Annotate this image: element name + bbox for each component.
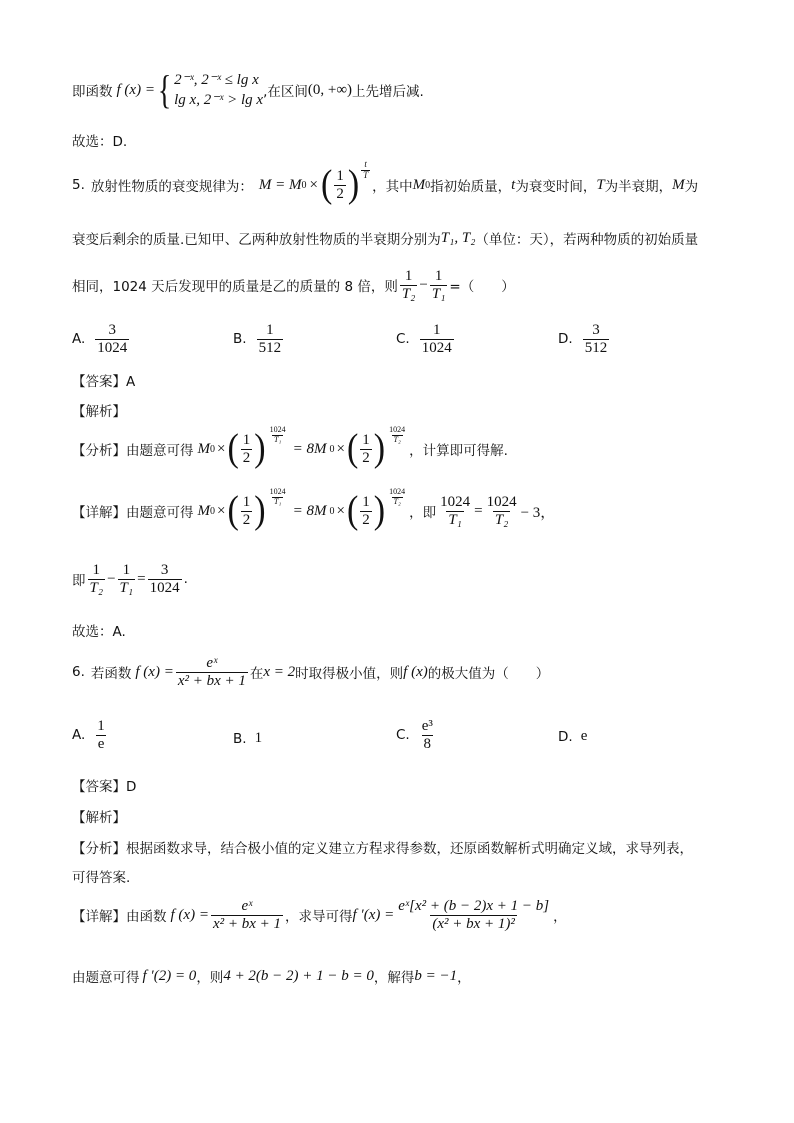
fraction (485, 494, 519, 528)
jiexi-tag: 【解析】 (72, 810, 126, 826)
exponent (268, 426, 288, 445)
num: 3 (108, 322, 117, 338)
text: ，则 (196, 970, 224, 986)
fraction (118, 562, 136, 596)
num: 1 (242, 494, 251, 510)
den: 512 (584, 339, 608, 356)
text: ， (457, 970, 471, 986)
num: 1 (242, 432, 251, 448)
choice-value: e (580, 728, 588, 744)
text: ，即 (409, 505, 437, 521)
choice-b (233, 322, 285, 356)
answer-value: A (126, 374, 136, 390)
den: T₁ (448, 511, 462, 528)
q5-conclusion (72, 562, 188, 596)
fraction (430, 268, 448, 302)
math-eq: = 8M (292, 502, 327, 519)
fraction (400, 268, 418, 302)
equals: = (137, 570, 146, 587)
fraction (420, 322, 454, 356)
num: 1 (336, 168, 344, 184)
exponent (268, 488, 288, 507)
question-number: 5. (72, 177, 85, 193)
math-fx: f (x) = (116, 81, 155, 98)
case-1: 2⁻ˣ, 2⁻ˣ ≤ lg x (174, 72, 259, 88)
num: 1024 (440, 494, 471, 510)
text: 为衰变时间， (515, 179, 597, 195)
answer-value: D (126, 779, 137, 795)
math-interval: (0, +∞) (307, 81, 353, 98)
text: ，其中 (372, 179, 413, 195)
text: 由函数 (126, 909, 167, 925)
num: eˣ (241, 898, 253, 914)
case-2: lg x, 2⁻ˣ > lg x (174, 92, 264, 108)
den: T₂ (393, 496, 401, 506)
minus: − (107, 570, 116, 587)
num: 1 (97, 718, 105, 734)
den: 2 (242, 449, 251, 466)
text: 时取得极小值，则 (295, 666, 404, 682)
math-eq: f ′(2) = 0 (142, 967, 197, 984)
paren-right: ) (373, 489, 386, 532)
q6-last (72, 966, 471, 986)
choice-c (396, 718, 437, 752)
q6-fenxi-cont: 可得答案. (72, 870, 131, 886)
choice-c (396, 322, 456, 356)
tag: 【答案】 (72, 779, 126, 795)
tag: 【分析】 (72, 443, 126, 459)
den: T₁ (431, 285, 446, 302)
math-M: M (197, 440, 210, 457)
text: 相同，1024 天后发现甲的质量是乙的质量的 8 倍，则 (72, 279, 398, 295)
den: 512 (258, 339, 282, 356)
choice-label: D. (558, 728, 573, 745)
fraction (148, 562, 182, 596)
fraction (176, 655, 248, 689)
choice-d (558, 728, 587, 745)
sub-0: 0 (301, 179, 307, 191)
math-t: t (511, 176, 516, 193)
text: 根据函数求导，结合极小值的定义建立方程求得参数，还原函数解析式明确定义域，求导列表， (126, 841, 693, 857)
paren-right: ) (347, 163, 360, 206)
paren-left: ( (227, 427, 239, 470)
text: ，计算即可得解. (409, 443, 508, 459)
num: eˣ (206, 655, 218, 671)
math-x2: x = 2 (263, 663, 296, 680)
fraction (420, 718, 435, 752)
paren-right: ) (254, 489, 266, 532)
den: e (97, 735, 105, 752)
text: 衰变后剩余的质量.已知甲、乙两种放射性物质的半衰期分别为 (72, 232, 441, 248)
math-M0: M (412, 176, 426, 193)
num: 1024 (389, 425, 406, 434)
fraction (241, 432, 253, 466)
piecewise-line (72, 67, 424, 112)
den: T (363, 169, 369, 180)
den: 2 (336, 185, 344, 202)
paren-left: ( (346, 427, 359, 470)
paren-left: ( (346, 489, 359, 532)
den: 2 (362, 511, 370, 528)
exponent (387, 426, 407, 445)
cases (174, 70, 263, 110)
choice-label: C. (396, 727, 410, 743)
math-M: M = M (258, 176, 302, 193)
fraction (257, 322, 284, 356)
tag: 【分析】 (72, 841, 126, 857)
math-M: M (672, 176, 685, 193)
math-eq: 4 + 2(b − 2) + 1 − b = 0 (223, 967, 374, 984)
sub-0: 0 (210, 443, 215, 455)
text: 为 (684, 179, 699, 195)
fraction (88, 562, 106, 596)
num: 1024 (269, 487, 286, 496)
q5-fenxi: 【分析】 由题意可得 M 0 × ( $\frac{1}{2}$ ) $\frac{1024}{\text{T₁}}$ = 8M 0 × ( $\frac{1}{2}$ ) $\frac{1024}{\text{T₂}}$ ，计算即可得解. (72, 425, 508, 470)
num: 1 (362, 432, 370, 448)
math-fx: f (x) (403, 663, 428, 680)
den: T₁ (119, 579, 134, 596)
answer-tag (72, 370, 135, 390)
minus: − (419, 276, 428, 293)
text: =（ ） (449, 279, 515, 295)
q6-line-1 (72, 655, 549, 689)
q5-line-1 (72, 159, 699, 206)
q5-xiangjie: 【详解】 由题意可得 M 0 × ( $\frac{1}{2}$ ) $\frac{1024}{\text{T₁}}$ = 8M 0 × ( $\frac{1}{2}$ ) $\frac{1024}{\text{T₂}}$ ，即 $\frac{1024}{\text{T₁}}$ = $\frac{1024}{\text{T₂}}$ − 3， (72, 487, 556, 532)
den: T₂ (89, 579, 104, 596)
den: T₂ (401, 285, 416, 302)
text: 即函数 (72, 84, 113, 100)
num: t (364, 159, 367, 169)
text: ， (553, 909, 567, 925)
den: x² + bx + 1 (177, 672, 246, 689)
fraction (334, 168, 346, 202)
question-number: 6. (72, 664, 85, 680)
choice-a (72, 718, 109, 752)
num: e³ (421, 718, 433, 734)
text: 即 (72, 573, 86, 589)
sub-0: 0 (425, 179, 431, 191)
answer-line: 故选：A. (72, 624, 126, 640)
num: 1 (122, 562, 131, 578)
den: 1024 (421, 339, 452, 356)
num: 1024 (389, 487, 406, 496)
jiexi-tag: 【解析】 (72, 404, 126, 420)
num: 1 (92, 562, 101, 578)
fraction (396, 898, 551, 932)
times: × (309, 176, 318, 193)
fraction (95, 718, 107, 752)
fraction (211, 898, 283, 932)
text: 放射性物质的衰变规律为： (90, 179, 253, 195)
num: 1024 (486, 494, 517, 510)
num: eˣ[x² + (b − 2)x + 1 − b] (398, 898, 550, 914)
paren-left: ( (227, 489, 239, 532)
den: 2 (242, 511, 251, 528)
fraction (360, 432, 372, 466)
text: 由题意可得 (126, 505, 194, 521)
paren-left: ( (320, 163, 333, 206)
fraction (360, 494, 372, 528)
exponent (361, 160, 370, 181)
den: 1024 (149, 579, 180, 596)
den: T₂ (393, 434, 401, 444)
choice-label: B. (233, 331, 247, 347)
den: T₂ (494, 511, 509, 528)
text: 由题意可得 (72, 970, 140, 986)
paren-right: ) (373, 427, 386, 470)
text: 在 (249, 666, 264, 682)
num: 1 (362, 494, 370, 510)
text: 为半衰期， (604, 179, 673, 195)
equals: = (474, 502, 483, 519)
sub-0: 0 (329, 505, 335, 517)
choice-label: A. (72, 331, 86, 347)
text: 由题意可得 (126, 443, 194, 459)
answer-tag (72, 775, 136, 795)
q5-line-3 (72, 268, 515, 302)
choice-label: A. (72, 727, 86, 743)
sub-0: 0 (210, 505, 215, 517)
den: T₁ (274, 496, 282, 506)
num: 3 (592, 322, 600, 338)
den: (x² + bx + 1)² (432, 915, 515, 932)
paren-right: ) (254, 427, 266, 470)
text: 指初始质量， (430, 179, 512, 195)
choice-b (233, 730, 262, 747)
den: 1024 (97, 339, 128, 356)
tag: 【答案】 (72, 374, 126, 390)
den: T₁ (274, 434, 282, 444)
text: 上先增后减. (352, 84, 424, 100)
math-eq: = 8M (292, 440, 327, 457)
brace: { (157, 67, 172, 112)
math-T: T (596, 176, 605, 193)
math-fx: f (x) = (135, 663, 174, 680)
text: − 3， (520, 504, 556, 521)
text: （单位：天），若两种物质的初始质量 (475, 232, 699, 248)
sub-0: 0 (329, 443, 335, 455)
fraction (438, 494, 472, 528)
fraction (583, 322, 610, 356)
math-fpx: f ′(x) = (352, 906, 395, 923)
choice-label: D. (558, 331, 573, 347)
num: 3 (160, 562, 169, 578)
text: ，求导可得 (285, 909, 353, 925)
choice-a (72, 322, 131, 356)
fraction (241, 494, 253, 528)
math-M: M (197, 502, 210, 519)
answer-line: 故选：D. (72, 134, 128, 150)
choice-label: C. (396, 331, 410, 347)
tag: 【详解】 (72, 505, 126, 521)
num: 1024 (269, 425, 286, 434)
den: 2 (362, 449, 370, 466)
math-fx: f (x) = (170, 906, 209, 923)
text: ,在区间 (263, 84, 308, 100)
choice-d (558, 322, 611, 356)
choice-label: B. (233, 730, 247, 747)
choice-value: 1 (254, 730, 263, 746)
num: 1 (266, 322, 274, 338)
num: 1 (432, 322, 441, 338)
q6-fenxi (72, 837, 693, 857)
q6-xiangjie (72, 898, 567, 932)
text: . (183, 571, 188, 587)
math-eq: b = −1 (414, 967, 458, 984)
math-T1T2: T₁, T₂ (440, 229, 476, 246)
text: ，解得 (373, 970, 415, 986)
fraction (95, 322, 129, 356)
q5-line-2 (72, 228, 698, 248)
num: 1 (404, 268, 413, 284)
num: 1 (434, 268, 443, 284)
tag: 【详解】 (72, 909, 126, 925)
text: 的极大值为（ ） (427, 666, 550, 682)
den: 8 (423, 735, 432, 752)
den: x² + bx + 1 (212, 915, 281, 932)
exponent (387, 488, 407, 507)
text: 若函数 (90, 666, 132, 682)
